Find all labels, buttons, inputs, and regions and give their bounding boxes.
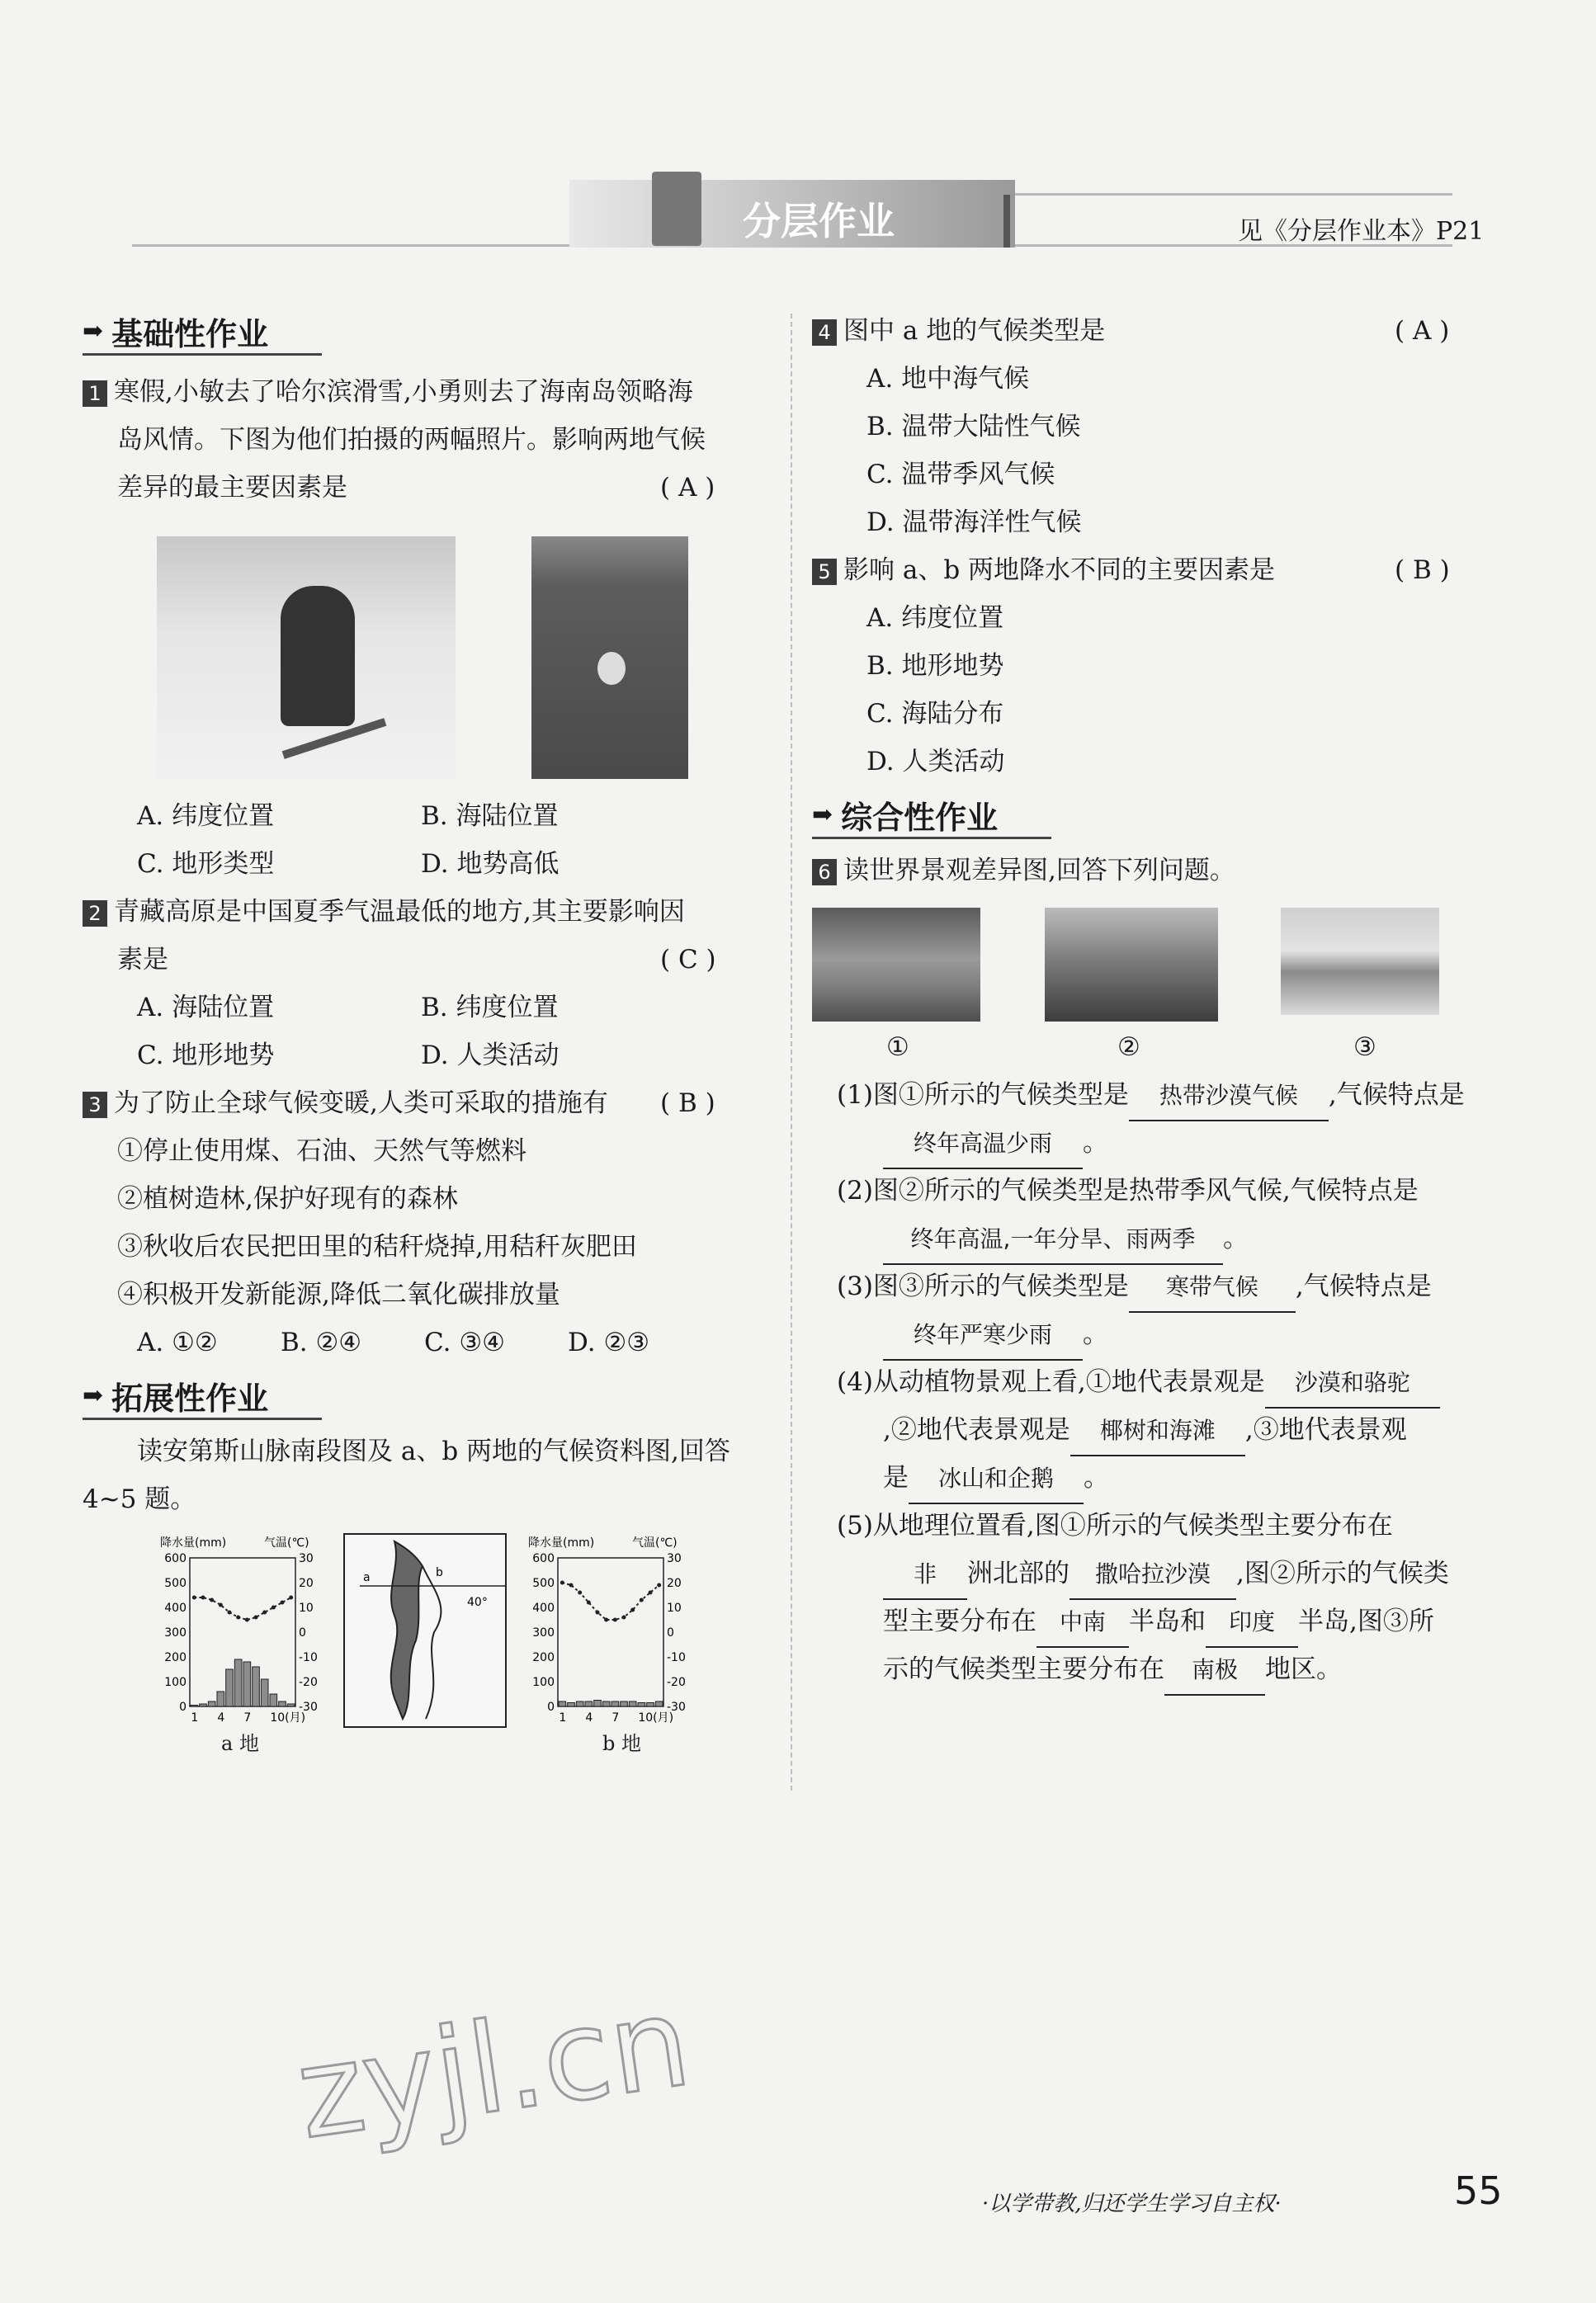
q2-number: 2 (83, 900, 107, 927)
q6-answer-4a: 沙漠和骆驼 (1265, 1359, 1440, 1409)
chart-b-plot-frame (558, 1558, 663, 1706)
chart-b-precip-bar (594, 1701, 602, 1707)
q2-option-d: D. 人类活动 (421, 1041, 560, 1070)
map-label-a: a (363, 1571, 371, 1584)
q3-statement-2: ②植树造林,保护好现有的森林 (117, 1184, 458, 1214)
chart-b-left-tick: 0 (547, 1701, 555, 1714)
chart-b-right-tick: -10 (667, 1651, 686, 1664)
chart-b-precip-bar (638, 1703, 645, 1707)
q1-option-b: B. 海陆位置 (421, 801, 559, 831)
q6-part5-line1: (5)从地理位置看,图①所示的气候类型主要分布在 (837, 1511, 1393, 1541)
chart-a-precip-bar (287, 1704, 295, 1706)
q5-option-b: B. 地形地势 (866, 651, 1004, 681)
q1-option-a: A. 纬度位置 (137, 801, 275, 831)
chart-a-precip-bar (261, 1679, 268, 1706)
chart-b-left-tick: 600 (532, 1552, 555, 1565)
q3-answer: ( B ) (660, 1088, 715, 1118)
q6-answer-2: 终年高温,一年分旱、雨两季 (883, 1215, 1223, 1265)
q6-part4-line3: 是 冰山和企鹅 。 (883, 1454, 1109, 1504)
q6-part4-line2: ,②地代表景观是 椰树和海滩 ,③地代表景观 (883, 1406, 1407, 1456)
photo-desert (812, 908, 980, 1022)
q4-answer: ( A ) (1395, 316, 1450, 346)
chart-a-precip-bar (226, 1669, 234, 1706)
chart-b-precip-bar (602, 1701, 610, 1706)
chart-a-left-tick: 200 (164, 1651, 187, 1664)
q3-line1: 3 为了防止全球气候变暖,人类可采取的措施有 (83, 1079, 608, 1127)
chart-a-precip-bar (243, 1662, 251, 1706)
q2-answer: ( C ) (660, 945, 716, 975)
q6-stem: 6 读世界景观差异图,回答下列问题。 (812, 847, 1235, 894)
chart-b-precip-bar (611, 1701, 619, 1706)
chart-b-precip-bar (647, 1703, 654, 1707)
chart-a-precip-bar (270, 1694, 277, 1706)
q3-option-c: C. ③④ (424, 1328, 505, 1357)
section-comprehensive: ➡ 综合性作业 (812, 792, 1051, 839)
section-basic: ➡ 基础性作业 (83, 309, 322, 356)
chart-a-temperature-line (194, 1597, 290, 1620)
chart-b-left-tick: 300 (532, 1626, 555, 1640)
q3-number: 3 (83, 1092, 107, 1118)
q6-part2-line1: (2)图②所示的气候类型是热带季风气候,气候特点是 (837, 1176, 1419, 1206)
q2-option-c: C. 地形地势 (137, 1041, 275, 1070)
map-frame (344, 1534, 506, 1727)
q5-number: 5 (812, 559, 837, 585)
page-number: 55 (1454, 2169, 1503, 2213)
q6-answer-1b: 终年高温少雨 (883, 1120, 1083, 1169)
column-divider (791, 314, 792, 1791)
chart-a-bars (191, 1596, 295, 1707)
chart-a-left-tick: 400 (164, 1602, 187, 1615)
chart-a-x-tick: 10(月) (270, 1711, 306, 1725)
header-banner-title: 分层作业 (743, 199, 895, 243)
chart-a-ylabel-left: 降水量(mm) (160, 1536, 227, 1550)
chart-b-right-tick: -30 (667, 1701, 686, 1714)
q4-option-b: B. 温带大陆性气候 (866, 412, 1081, 441)
q6-answer-5c: 中南 (1036, 1598, 1129, 1648)
q6-part1-line1: (1)图①所示的气候类型是 热带沙漠气候 ,气候特点是 (837, 1071, 1465, 1121)
chart-a-right-tick: 10 (299, 1602, 314, 1615)
q5-stem: 5 影响 a、b 两地降水不同的主要因素是 (812, 546, 1275, 594)
chart-a-left-ticks (164, 1552, 187, 1714)
q5-option-a: A. 纬度位置 (866, 603, 1004, 633)
q1-option-c: C. 地形类型 (137, 849, 275, 879)
q4-option-c: C. 温带季风气候 (866, 460, 1055, 489)
chart-b-x-tick: 1 (559, 1711, 567, 1725)
andes-map (343, 1533, 507, 1728)
q6-answer-4b: 椰树和海滩 (1070, 1407, 1245, 1456)
chart-a-right-tick: -20 (299, 1676, 318, 1689)
q6-answer-5e: 南极 (1164, 1646, 1265, 1696)
q1-option-d: D. 地势高低 (421, 849, 560, 879)
q6-part2-line2: 终年高温,一年分旱、雨两季 。 (883, 1215, 1249, 1265)
q6-part1-line2: 终年高温少雨 。 (883, 1119, 1108, 1169)
chart-a-right-tick: -10 (299, 1651, 318, 1664)
q6-part5-line3: 型主要分布在 中南 半岛和 印度 半岛,图③所 (883, 1597, 1434, 1648)
climate-chart-b (525, 1535, 698, 1733)
photo-label-3: ③ (1353, 1032, 1376, 1062)
header-line-top (1007, 193, 1452, 196)
q4-option-a: A. 地中海气候 (866, 364, 1030, 394)
watermark: zyjl.cn (289, 1970, 698, 2168)
banner-icon (652, 172, 701, 246)
q6-answer-1a: 热带沙漠气候 (1129, 1072, 1329, 1121)
q4-stem: 4 图中 a 地的气候类型是 (812, 307, 1105, 355)
chart-b-x-ticks (559, 1711, 673, 1725)
chart-b-precip-bar (559, 1701, 566, 1706)
q1-line3: 差异的最主要因素是 (117, 473, 347, 503)
chart-b-ylabel-left: 降水量(mm) (528, 1536, 595, 1550)
chart-b-precip-bar (585, 1701, 593, 1706)
chart-b-left-tick: 500 (532, 1577, 555, 1590)
q6-number: 6 (812, 859, 837, 885)
q6-part5-line2: 非 洲北部的 撒哈拉沙漠 ,图②所示的气候类 (883, 1550, 1449, 1600)
footer-motto: ·以学带教,归还学生学习自主权· (982, 2192, 1282, 2216)
chart-b-caption: b 地 (602, 1732, 641, 1755)
q6-part3-line2: 终年严寒少雨 。 (883, 1310, 1108, 1361)
chart-b-left-ticks (532, 1552, 555, 1714)
q6-part3-line1: (3)图③所示的气候类型是 寒带气候 ,气候特点是 (837, 1262, 1432, 1313)
chart-b-x-tick: 4 (585, 1711, 593, 1725)
q4-number: 4 (812, 319, 837, 346)
chart-a-ylabel-right: 气温(℃) (264, 1536, 309, 1550)
chart-a-caption: a 地 (221, 1732, 259, 1755)
q2-line1: 2 青藏高原是中国夏季气温最低的地方,其主要影响因 (83, 888, 685, 936)
chart-b-ylabel-right: 气温(℃) (632, 1536, 678, 1550)
chart-b-temperature-line (562, 1583, 659, 1620)
q3-statement-4: ④积极开发新能源,降低二氧化碳排放量 (117, 1280, 560, 1310)
q6-answer-5d: 印度 (1206, 1598, 1298, 1648)
chart-a-right-tick: -30 (299, 1701, 318, 1714)
chart-b-precip-bar (568, 1703, 575, 1707)
chart-b-left-tick: 100 (532, 1676, 555, 1689)
photo-skiing (157, 536, 456, 779)
chart-a-precip-bar (279, 1701, 286, 1706)
q6-answer-4c: 冰山和企鹅 (909, 1455, 1084, 1504)
q5-answer: ( B ) (1395, 555, 1450, 585)
chart-a-x-ticks (191, 1711, 305, 1725)
q1-answer: ( A ) (660, 473, 715, 503)
arrow-icon: ➡ (812, 800, 833, 829)
chart-a-right-tick: 30 (299, 1552, 314, 1565)
chart-b-left-tick: 200 (532, 1651, 555, 1664)
chart-b-x-tick: 7 (611, 1711, 620, 1725)
chart-a-precip-bar (234, 1659, 242, 1706)
q6-answer-5b: 撒哈拉沙漠 (1070, 1550, 1236, 1600)
q6-answer-5a: 非 (883, 1550, 967, 1600)
chart-b-precip-bar (629, 1701, 636, 1706)
chart-b-x-tick: 10(月) (638, 1711, 674, 1725)
q6-part5-line4: 示的气候类型主要分布在 南极 地区。 (883, 1645, 1342, 1696)
chart-a-plot-frame (190, 1558, 295, 1706)
chart-a-precip-bar (200, 1704, 207, 1706)
section-extend: ➡ 拓展性作业 (83, 1373, 322, 1420)
chart-b-precip-bar (655, 1701, 663, 1706)
photo-label-1: ① (886, 1032, 909, 1062)
q6-part4-line1: (4)从动植物景观上看,①地代表景观是 沙漠和骆驼 (837, 1358, 1440, 1409)
chart-b-left-tick: 400 (532, 1602, 555, 1615)
arrow-icon: ➡ (83, 1380, 104, 1410)
chart-b-bars (559, 1581, 663, 1707)
chart-a-left-tick: 300 (164, 1626, 187, 1640)
q1-number: 1 (83, 380, 107, 407)
q3-statement-3: ③秋收后农民把田里的秸秆烧掉,用秸秆灰肥田 (117, 1232, 637, 1262)
chart-b-right-ticks (667, 1552, 686, 1714)
photo-tropical-beach (1045, 908, 1218, 1022)
q6-answer-3a: 寒带气候 (1129, 1263, 1296, 1313)
chart-b-right-tick: 30 (667, 1552, 682, 1565)
chart-b-precip-bar (621, 1701, 628, 1706)
q3-option-d: D. ②③ (568, 1328, 650, 1357)
chart-a-left-tick: 0 (179, 1701, 187, 1714)
chart-b-temp-point (657, 1583, 661, 1588)
extend-intro-line1: 读安第斯山脉南段图及 a、b 两地的气候资料图,回答 (137, 1437, 730, 1466)
header-reference: 见《分层作业本》P21 (1238, 217, 1485, 246)
climate-chart-a (157, 1535, 330, 1733)
chart-a-left-tick: 100 (164, 1676, 187, 1689)
q2-line2: 素是 (117, 945, 168, 975)
q3-statement-1: ①停止使用煤、石油、天然气等燃料 (117, 1136, 526, 1166)
q3-option-a: A. ①② (137, 1328, 218, 1357)
photo-penguins (1281, 908, 1439, 1015)
photo-label-2: ② (1117, 1032, 1140, 1062)
chart-b-right-tick: 20 (667, 1577, 682, 1590)
chart-a-precip-bar (217, 1692, 224, 1706)
chart-a-precip-bar (208, 1701, 215, 1706)
q5-option-c: C. 海陆分布 (866, 699, 1004, 729)
q1-line2: 岛风情。下图为他们拍摄的两幅照片。影响两地气候 (117, 425, 706, 455)
q6-answer-3b: 终年严寒少雨 (883, 1311, 1083, 1361)
q5-option-d: D. 人类活动 (866, 747, 1005, 776)
chart-a-precip-bar (191, 1706, 198, 1707)
q2-option-a: A. 海陆位置 (137, 993, 275, 1022)
chart-a-precip-bar (253, 1667, 260, 1706)
chart-b-right-tick: 10 (667, 1602, 682, 1615)
map-label-b: b (436, 1566, 443, 1579)
header-banner-end (1003, 195, 1010, 248)
chart-a-x-tick: 4 (217, 1711, 225, 1725)
chart-b-right-tick: -20 (667, 1676, 686, 1689)
chart-a-x-tick: 1 (191, 1711, 199, 1725)
chart-b-precip-bar (576, 1701, 583, 1706)
chart-a-right-ticks (299, 1552, 318, 1714)
chart-a-left-tick: 500 (164, 1577, 187, 1590)
arrow-icon: ➡ (83, 316, 104, 346)
q4-option-d: D. 温带海洋性气候 (866, 507, 1082, 537)
chart-a-right-tick: 20 (299, 1577, 314, 1590)
q3-option-b: B. ②④ (281, 1328, 362, 1357)
map-label-latitude: 40° (467, 1596, 488, 1609)
extend-intro-line2: 4~5 题。 (83, 1484, 196, 1514)
q2-option-b: B. 纬度位置 (421, 993, 559, 1022)
chart-b-right-tick: 0 (667, 1626, 674, 1640)
chart-a-right-tick: 0 (299, 1626, 306, 1640)
q1-line1: 1 寒假,小敏去了哈尔滨滑雪,小勇则去了海南岛领略海 (83, 368, 693, 416)
chart-a-left-tick: 600 (164, 1552, 187, 1565)
photo-swimming (531, 536, 688, 779)
chart-a-x-tick: 7 (243, 1711, 252, 1725)
